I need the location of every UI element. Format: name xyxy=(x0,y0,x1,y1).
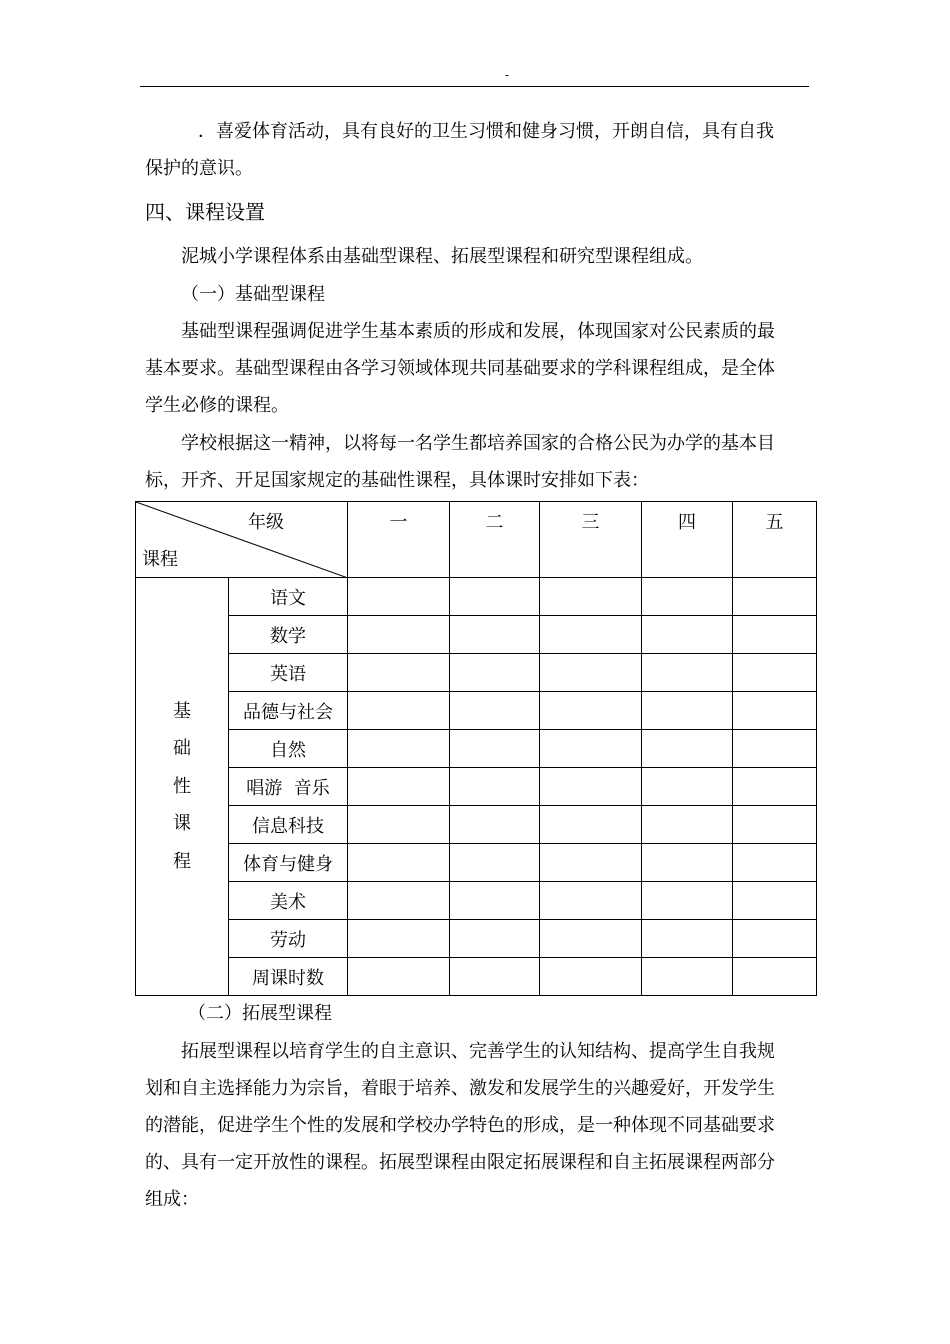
hours-cell xyxy=(348,806,450,844)
hours-cell xyxy=(540,578,642,616)
hours-cell xyxy=(450,730,540,768)
table-header-row xyxy=(136,502,817,578)
section-summary: 泥城小学课程体系由基础型课程、拓展型课程和研究型课程组成。 xyxy=(181,246,703,267)
table-row xyxy=(136,844,817,882)
basic-course-title: （一）基础型课程 xyxy=(181,284,325,305)
basic-p2-line-2: 标，开齐、开足国家规定的基础性课程，具体课时安排如下表： xyxy=(145,470,649,491)
hours-cell xyxy=(348,844,450,882)
category-cell xyxy=(136,578,229,996)
grade-header: 三 xyxy=(540,502,642,578)
table-row xyxy=(136,920,817,958)
hours-cell xyxy=(450,882,540,920)
intro-line-1: ．喜爱体育活动，具有良好的卫生习惯和健身习惯，开朗自信，具有自我 xyxy=(198,121,774,142)
subject-cell: 体育与健身 xyxy=(229,844,348,882)
corner-grade-label: 年级 xyxy=(248,512,284,533)
category-char: 基 xyxy=(173,700,191,722)
hours-cell xyxy=(348,616,450,654)
table-row xyxy=(136,730,817,768)
grade-header: 五 xyxy=(733,502,817,578)
hours-cell xyxy=(642,692,733,730)
hours-cell xyxy=(450,844,540,882)
hours-cell xyxy=(642,730,733,768)
subject-cell: 英语 xyxy=(229,654,348,692)
hours-cell xyxy=(450,692,540,730)
hours-cell xyxy=(348,578,450,616)
extended-p1-line-4: 的、具有一定开放性的课程。拓展型课程由限定拓展课程和自主拓展课程两部分 xyxy=(145,1152,775,1173)
extended-p1-line-3: 的潜能，促进学生个性的发展和学校办学特色的形成，是一种体现不同基础要求 xyxy=(145,1115,775,1136)
grade-header: 一 xyxy=(348,502,450,578)
hours-cell xyxy=(733,730,817,768)
subject-cell: 劳动 xyxy=(229,920,348,958)
hours-cell xyxy=(540,768,642,806)
hours-cell xyxy=(540,654,642,692)
hours-cell xyxy=(540,692,642,730)
category-char: 课 xyxy=(173,813,191,835)
hours-cell xyxy=(642,844,733,882)
basic-p2-line-1: 学校根据这一精神，以将每一名学生都培养国家的合格公民为办学的基本目 xyxy=(181,433,775,454)
hours-cell xyxy=(642,882,733,920)
category-char: 程 xyxy=(173,850,191,872)
subject-cell: 唱游 音乐 xyxy=(229,768,348,806)
hours-cell xyxy=(540,920,642,958)
header-rule xyxy=(140,86,809,87)
hours-cell xyxy=(733,578,817,616)
hours-cell xyxy=(450,768,540,806)
hours-cell xyxy=(733,616,817,654)
hours-cell xyxy=(733,692,817,730)
hours-cell xyxy=(348,654,450,692)
hours-cell xyxy=(733,768,817,806)
subject-cell: 品德与社会 xyxy=(229,692,348,730)
extended-p1-line-1: 拓展型课程以培育学生的自主意识、完善学生的认知结构、提高学生自我规 xyxy=(181,1041,775,1062)
category-char: 性 xyxy=(173,775,191,797)
hours-cell xyxy=(348,768,450,806)
corner-cell xyxy=(136,502,348,578)
corner-course-label: 课程 xyxy=(142,549,178,570)
hours-cell xyxy=(733,958,817,996)
subject-cell: 数学 xyxy=(229,616,348,654)
hours-cell xyxy=(733,844,817,882)
hours-cell xyxy=(642,654,733,692)
schedule-table xyxy=(135,501,817,996)
hours-cell xyxy=(540,958,642,996)
hours-cell xyxy=(450,616,540,654)
table-row xyxy=(136,958,817,996)
subject-cell: 语文 xyxy=(229,578,348,616)
hours-cell xyxy=(642,578,733,616)
hours-cell xyxy=(450,578,540,616)
hours-cell xyxy=(540,844,642,882)
hours-cell xyxy=(540,616,642,654)
hours-cell xyxy=(540,882,642,920)
subject-cell: 自然 xyxy=(229,730,348,768)
hours-cell xyxy=(348,920,450,958)
table-row xyxy=(136,882,817,920)
section-title: 四、课程设置 xyxy=(145,200,265,224)
table-row xyxy=(136,806,817,844)
category-char: 础 xyxy=(173,738,191,760)
extended-course-title: （二）拓展型课程 xyxy=(188,1003,332,1024)
basic-p1-line-1: 基础型课程强调促进学生基本素质的形成和发展，体现国家对公民素质的最 xyxy=(181,321,775,342)
header-mark: - xyxy=(505,68,510,82)
hours-cell xyxy=(348,692,450,730)
hours-cell xyxy=(733,654,817,692)
hours-cell xyxy=(348,882,450,920)
basic-p1-line-2: 基本要求。基础型课程由各学习领域体现共同基础要求的学科课程组成，是全体 xyxy=(145,358,775,379)
hours-cell xyxy=(348,958,450,996)
subject-cell: 美术 xyxy=(229,882,348,920)
hours-cell xyxy=(733,806,817,844)
intro-line-2: 保护的意识。 xyxy=(145,158,253,179)
hours-cell xyxy=(450,806,540,844)
table-row xyxy=(136,692,817,730)
basic-p1-line-3: 学生必修的课程。 xyxy=(145,395,289,416)
hours-cell xyxy=(642,806,733,844)
extended-p1-line-5: 组成： xyxy=(145,1189,199,1210)
hours-cell xyxy=(733,920,817,958)
hours-cell xyxy=(642,958,733,996)
table-row xyxy=(136,616,817,654)
hours-cell xyxy=(540,806,642,844)
hours-cell xyxy=(450,958,540,996)
hours-cell xyxy=(642,616,733,654)
table-row xyxy=(136,654,817,692)
hours-cell xyxy=(642,920,733,958)
grade-header: 二 xyxy=(450,502,540,578)
hours-cell xyxy=(450,920,540,958)
table-row xyxy=(136,768,817,806)
hours-cell xyxy=(348,730,450,768)
extended-p1-line-2: 划和自主选择能力为宗旨，着眼于培养、激发和发展学生的兴趣爱好，开发学生 xyxy=(145,1078,775,1099)
subject-cell: 周课时数 xyxy=(229,958,348,996)
subject-cell: 信息科技 xyxy=(229,806,348,844)
hours-cell xyxy=(642,768,733,806)
hours-cell xyxy=(540,730,642,768)
grade-header: 四 xyxy=(642,502,733,578)
table-row xyxy=(136,578,817,616)
hours-cell xyxy=(450,654,540,692)
hours-cell xyxy=(733,882,817,920)
